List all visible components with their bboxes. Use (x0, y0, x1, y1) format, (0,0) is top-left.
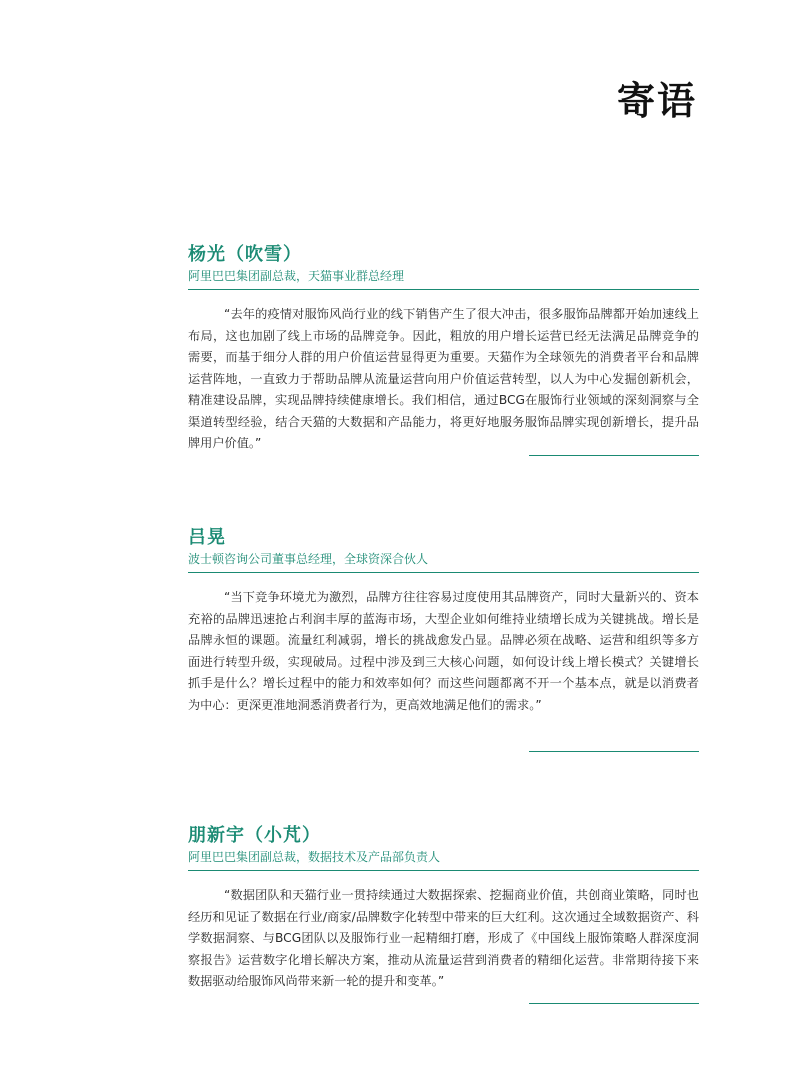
section-divider (188, 870, 699, 871)
speaker-role: 波士顿咨询公司董事总经理，全球资深合伙人 (188, 552, 429, 566)
quote-text: “去年的疫情对服饰风尚行业的线下销售产生了很大冲击，很多服饰品牌都开始加速线上布局，这也加剧了线上市场的品牌竞争。因此，粗放的用户增长运营已经无法满足品牌竞争的需要，而基于细分人群的用户价值运营显得更为重要。天猫作为全球领先的消费者平台和品牌运营阵地，一直致力于帮助品牌从流量运营向用户价值运营转型，以人为中心发掘创新机会，精准建设品牌，实现品牌持续健康增长。我们相信，通过BCG在服饰行业领域的深刻洞察与全渠道转型经验，结合天猫的大数据和产品能力，将更好地服务服饰品牌实现创新增长，提升品牌用户价值。” (188, 307, 699, 450)
quote-text: “当下竞争环境尤为激烈，品牌方往往容易过度使用其品牌资产，同时大量新兴的、资本充裕的品牌迅速抢占利润丰厚的蓝海市场，大型企业如何维持业绩增长成为关键挑战。增长是品牌永恒的课题。流量红利减弱，增长的挑战愈发凸显。品牌必须在战略、运营和组织等多方面进行转型升级，实现破局。过程中涉及到三大核心问题，如何设计线上增长模式？关键增长抓手是什么？增长过程中的能力和效率如何？而这些问题都离不开一个基本点，就是以消费者为中心：更深更准地洞悉消费者行为，更高效地满足他们的需求。” (188, 590, 699, 712)
speaker-role: 阿里巴巴集团副总裁，天猫事业群总经理 (188, 269, 405, 283)
speaker-name: 吕晃 (188, 527, 226, 548)
section-divider (188, 572, 699, 573)
message-section-lv-huang (188, 527, 699, 716)
quote-end-rule (529, 1003, 699, 1004)
section-divider (188, 289, 699, 290)
speaker-name: 杨光（吹雪） (188, 244, 302, 265)
quote-text: “数据团队和天猫行业一贯持续通过大数据探索、挖掘商业价值，共创商业策略，同时也经历和见证了数据在行业/商家/品牌数字化转型中带来的巨大红利。这次通过全域数据资产、科学数据洞察、与BCG团队以及服饰行业一起精细打磨，形成了《中国线上服饰策略人群深度洞察报告》运营数字化增长解决方案，推动从流量运营到消费者的精细化运营。非常期待接下来数据驱动给服饰风尚带来新一轮的提升和变革。” (188, 888, 699, 988)
page-title: 寄语 (616, 78, 697, 123)
speaker-role: 阿里巴巴集团副总裁，数据技术及产品部负责人 (188, 850, 441, 864)
speaker-name: 朋新宇（小芃） (188, 825, 321, 846)
message-section-peng-xinyu (188, 825, 699, 993)
message-section-yang-guang (188, 244, 699, 455)
quote-end-rule (529, 455, 699, 456)
quote-end-rule (529, 751, 699, 752)
